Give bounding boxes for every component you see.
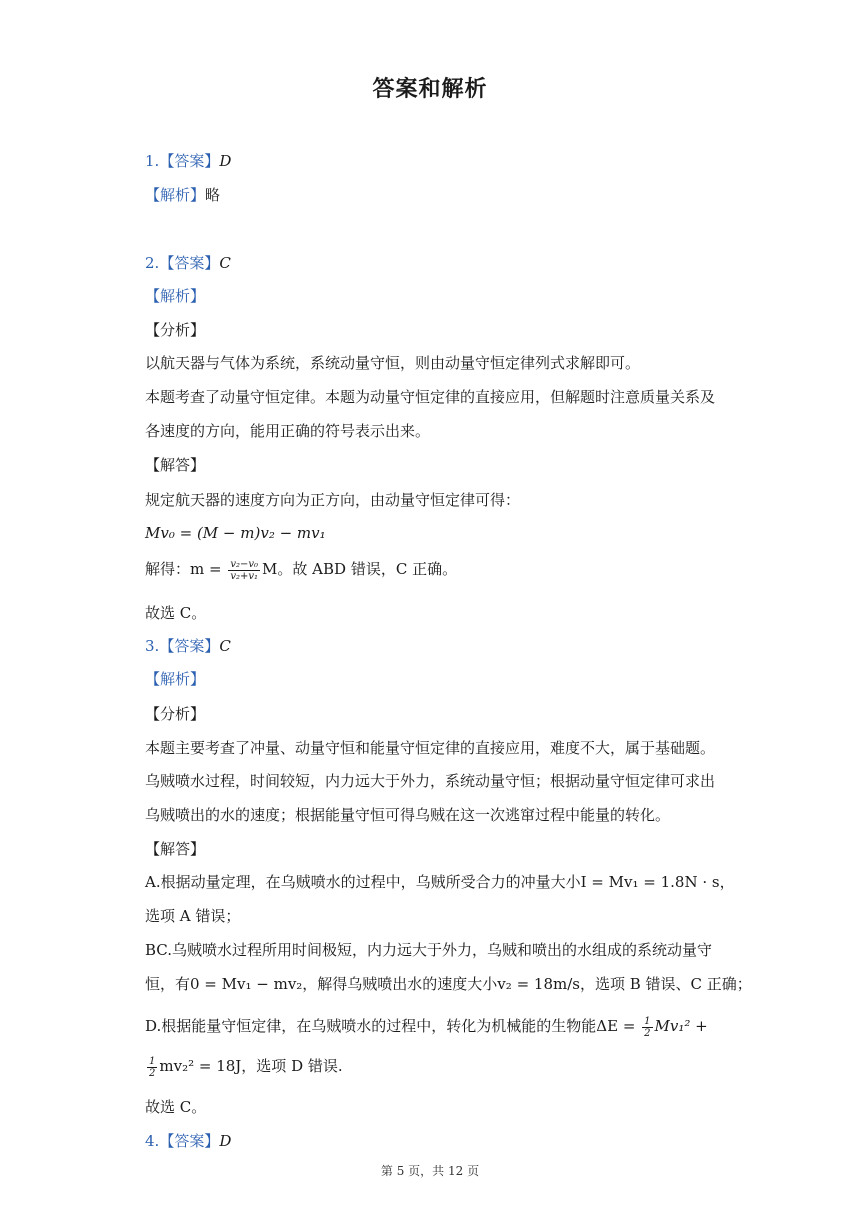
q3-option-d-pre: D.根据能量守恒定律，在乌贼喷水的过程中，转化为机械能的生物能ΔE = [145, 1017, 641, 1035]
q3-number: 3. [145, 637, 160, 655]
q2-solution-post: M。故 ABD 错误，C 正确。 [262, 560, 458, 578]
q2-analysis-tag: 【解析】 [145, 287, 206, 305]
q2-conclusion: 故选 C。 [145, 604, 207, 622]
q3-option-d-line-2-text: mv₂² = 18J，选项 D 错误. [159, 1057, 343, 1075]
q3-half-denominator-1: 2 [644, 1027, 651, 1039]
q2-answer-tag: 【答案】 [159, 254, 220, 272]
q2-fenxi-1: 以航天器与气体为系统，系统动量守恒，则由动量守恒定律列式求解即可。 [145, 354, 641, 372]
q2-fraction-numerator: v₂−v₀ [230, 558, 259, 570]
q2-solution-line [145, 558, 725, 582]
q3-analysis-tag: 【解析】 [145, 670, 206, 688]
q2-answer: C [219, 254, 231, 272]
q2-fraction [228, 559, 260, 582]
q1-analysis: 略 [205, 186, 221, 204]
q2-equation: Mv₀ = (M − m)v₂ − mv₁ [145, 524, 326, 542]
q3-answer: C [219, 637, 231, 655]
q3-option-bc-1: BC.乌贼喷水过程所用时间极短，内力远大于外力，乌贼和喷出的水组成的系统动量守 [145, 941, 713, 959]
q2-number: 2. [145, 254, 160, 272]
q4-answer-line [145, 1130, 725, 1152]
q3-conclusion: 故选 C。 [145, 1098, 207, 1116]
q3-option-bc-2: 恒，有0 = Mv₁ − mv₂，解得乌贼喷出水的速度大小v₂ = 18m/s，选项 B 错误、C 正确； [145, 975, 752, 993]
q4-answer: D [219, 1132, 232, 1150]
q3-option-a-1: A.根据动量定理，在乌贼喷水的过程中，乌贼所受合力的冲量大小I = Mv₁ = 1.8N · s， [145, 873, 735, 891]
q3-fenxi-1: 本题主要考查了冲量、动量守恒和能量守恒定律的直接应用，难度不大，属于基础题。 [145, 739, 716, 757]
q3-answer-tag: 【答案】 [159, 637, 220, 655]
q2-jieda-tag: 【解答】 [145, 456, 206, 474]
q3-half-denominator-2: 2 [149, 1067, 156, 1079]
q3-option-d-line-2 [145, 1055, 725, 1079]
q3-option-d-line-1 [145, 1015, 725, 1039]
q2-fenxi-tag: 【分析】 [145, 321, 206, 339]
q3-jieda-tag: 【解答】 [145, 840, 206, 858]
q1-analysis-tag: 【解析】 [145, 186, 206, 204]
q3-fenxi-2: 乌贼喷水过程，时间较短，内力远大于外力，系统动量守恒；根据动量守恒定律可求出 [145, 772, 716, 790]
q3-answer-line [145, 635, 725, 657]
q2-fraction-denominator: v₂+v₁ [230, 570, 259, 582]
q1-answer-line [145, 150, 725, 172]
q4-number: 4. [145, 1132, 160, 1150]
q2-solution-pre: 解得：m = [145, 560, 227, 578]
q3-option-d-post: Mv₁² + [654, 1017, 708, 1035]
page-footer: 第 5 页，共 12 页 [380, 1164, 480, 1178]
q3-half-fraction-1 [642, 1016, 652, 1039]
q3-option-a-2: 选项 A 错误； [145, 907, 241, 925]
q1-analysis-line [145, 184, 725, 206]
q2-fenxi-2: 本题考查了动量守恒定律。本题为动量守恒定律的直接应用，但解题时注意质量关系及 [145, 388, 716, 406]
q3-half-fraction-2 [147, 1056, 157, 1079]
q3-half-numerator-2: 1 [149, 1055, 156, 1067]
q1-answer: D [219, 152, 232, 170]
q4-answer-tag: 【答案】 [159, 1132, 220, 1150]
q2-fenxi-3: 各速度的方向，能用正确的符号表示出来。 [145, 422, 431, 440]
q3-half-numerator-1: 1 [644, 1015, 651, 1027]
q2-answer-line [145, 252, 725, 274]
q1-number: 1. [145, 152, 160, 170]
q2-jieda-1: 规定航天器的速度方向为正方向，由动量守恒定律可得： [145, 491, 521, 509]
q1-answer-tag: 【答案】 [159, 152, 220, 170]
q3-fenxi-tag: 【分析】 [145, 705, 206, 723]
page-title: 答案和解析 [372, 77, 488, 102]
q3-fenxi-3: 乌贼喷出的水的速度；根据能量守恒可得乌贼在这一次逃窜过程中能量的转化。 [145, 806, 671, 824]
